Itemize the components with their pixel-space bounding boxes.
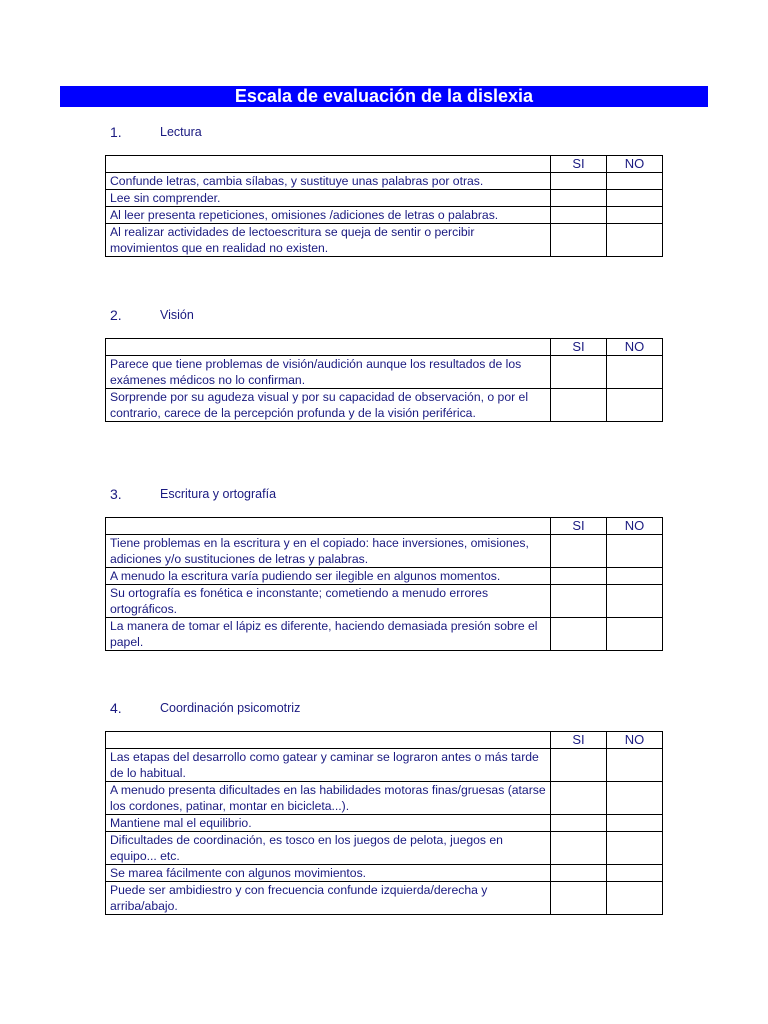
yes-header: SI — [551, 732, 607, 749]
no-checkbox-cell[interactable] — [607, 618, 663, 651]
question-text: Al leer presenta repeticiones, omisiones /adiciones de letras o palabras. — [106, 207, 551, 224]
table-header-row — [106, 156, 663, 173]
question-text: Se marea fácilmente con algunos movimientos. — [106, 865, 551, 882]
yes-checkbox-cell[interactable] — [551, 190, 607, 207]
table-row — [106, 173, 663, 190]
yes-checkbox-cell[interactable] — [551, 173, 607, 190]
no-checkbox-cell[interactable] — [607, 585, 663, 618]
section-header — [0, 124, 768, 146]
table-row — [106, 535, 663, 568]
section-title: Escritura y ortografía — [160, 487, 277, 501]
question-text: A menudo la escritura varía pudiendo ser ilegible en algunos momentos. — [106, 568, 551, 585]
page-title: Escala de evaluación de la dislexia — [60, 86, 708, 107]
question-text: Sorprende por su agudeza visual y por su capacidad de observación, o por el contrario, carece de la percepción profunda y de la visión periférica. — [106, 389, 551, 422]
yes-checkbox-cell[interactable] — [551, 782, 607, 815]
table-row — [106, 207, 663, 224]
yes-checkbox-cell[interactable] — [551, 749, 607, 782]
question-header-cell — [106, 732, 551, 749]
yes-checkbox-cell[interactable] — [551, 815, 607, 832]
no-checkbox-cell[interactable] — [607, 389, 663, 422]
question-text: Dificultades de coordinación, es tosco en los juegos de pelota, juegos en equipo... etc. — [106, 832, 551, 865]
no-checkbox-cell[interactable] — [607, 173, 663, 190]
no-checkbox-cell[interactable] — [607, 568, 663, 585]
section-vision — [0, 307, 768, 420]
yes-checkbox-cell[interactable] — [551, 535, 607, 568]
table-row — [106, 882, 663, 915]
no-checkbox-cell[interactable] — [607, 832, 663, 865]
table-row — [106, 190, 663, 207]
no-checkbox-cell[interactable] — [607, 207, 663, 224]
table-header-row — [106, 339, 663, 356]
section-header — [0, 486, 768, 508]
table-header-row — [106, 732, 663, 749]
section-number: 3. — [110, 486, 122, 502]
table-row — [106, 782, 663, 815]
question-text: Las etapas del desarrollo como gatear y caminar se lograron antes o más tarde de lo habitual. — [106, 749, 551, 782]
table-row — [106, 832, 663, 865]
section-title: Lectura — [160, 125, 202, 139]
yes-header: SI — [551, 156, 607, 173]
table-header-row — [106, 518, 663, 535]
table-row — [106, 865, 663, 882]
question-text: Su ortografía es fonética e inconstante; cometiendo a menudo errores ortográficos. — [106, 585, 551, 618]
no-header: NO — [607, 156, 663, 173]
evaluation-table — [105, 517, 663, 651]
table-row — [106, 585, 663, 618]
question-text: Al realizar actividades de lectoescritura se queja de sentir o percibir movimientos que en realidad no existen. — [106, 224, 551, 257]
table-row — [106, 618, 663, 651]
yes-header: SI — [551, 518, 607, 535]
section-lectura — [0, 124, 768, 255]
evaluation-table — [105, 731, 663, 915]
no-header: NO — [607, 339, 663, 356]
table-row — [106, 224, 663, 257]
yes-checkbox-cell[interactable] — [551, 865, 607, 882]
section-escritura — [0, 486, 768, 649]
question-text: Puede ser ambidiestro y con frecuencia confunde izquierda/derecha y arriba/abajo. — [106, 882, 551, 915]
no-checkbox-cell[interactable] — [607, 749, 663, 782]
section-header — [0, 700, 768, 722]
yes-header: SI — [551, 339, 607, 356]
table-row — [106, 815, 663, 832]
evaluation-table — [105, 155, 663, 257]
yes-checkbox-cell[interactable] — [551, 224, 607, 257]
yes-checkbox-cell[interactable] — [551, 389, 607, 422]
section-title: Visión — [160, 308, 194, 322]
section-title: Coordinación psicomotriz — [160, 701, 301, 715]
yes-checkbox-cell[interactable] — [551, 882, 607, 915]
no-checkbox-cell[interactable] — [607, 190, 663, 207]
no-header: NO — [607, 732, 663, 749]
question-header-cell — [106, 339, 551, 356]
yes-checkbox-cell[interactable] — [551, 585, 607, 618]
no-checkbox-cell[interactable] — [607, 224, 663, 257]
question-text: A menudo presenta dificultades en las habilidades motoras finas/gruesas (atarse los cordones, patinar, montar en bicicleta...). — [106, 782, 551, 815]
yes-checkbox-cell[interactable] — [551, 207, 607, 224]
question-text: Confunde letras, cambia sílabas, y sustituye unas palabras por otras. — [106, 173, 551, 190]
no-checkbox-cell[interactable] — [607, 535, 663, 568]
table-row — [106, 749, 663, 782]
no-header: NO — [607, 518, 663, 535]
question-text: Parece que tiene problemas de visión/audición aunque los resultados de los exámenes médicos no lo confirman. — [106, 356, 551, 389]
question-text: Tiene problemas en la escritura y en el copiado: hace inversiones, omisiones, adiciones y/o sustituciones de letras y palabras. — [106, 535, 551, 568]
question-header-cell — [106, 518, 551, 535]
no-checkbox-cell[interactable] — [607, 356, 663, 389]
section-header — [0, 307, 768, 329]
yes-checkbox-cell[interactable] — [551, 356, 607, 389]
table-row — [106, 568, 663, 585]
section-number: 1. — [110, 124, 122, 140]
yes-checkbox-cell[interactable] — [551, 618, 607, 651]
table-row — [106, 389, 663, 422]
section-number: 2. — [110, 307, 122, 323]
evaluation-table — [105, 338, 663, 422]
yes-checkbox-cell[interactable] — [551, 568, 607, 585]
no-checkbox-cell[interactable] — [607, 782, 663, 815]
section-coordinacion — [0, 700, 768, 913]
table-row — [106, 356, 663, 389]
question-text: La manera de tomar el lápiz es diferente, haciendo demasiada presión sobre el papel. — [106, 618, 551, 651]
yes-checkbox-cell[interactable] — [551, 832, 607, 865]
section-number: 4. — [110, 700, 122, 716]
question-text: Lee sin comprender. — [106, 190, 551, 207]
no-checkbox-cell[interactable] — [607, 882, 663, 915]
no-checkbox-cell[interactable] — [607, 865, 663, 882]
question-text: Mantiene mal el equilibrio. — [106, 815, 551, 832]
question-header-cell — [106, 156, 551, 173]
no-checkbox-cell[interactable] — [607, 815, 663, 832]
